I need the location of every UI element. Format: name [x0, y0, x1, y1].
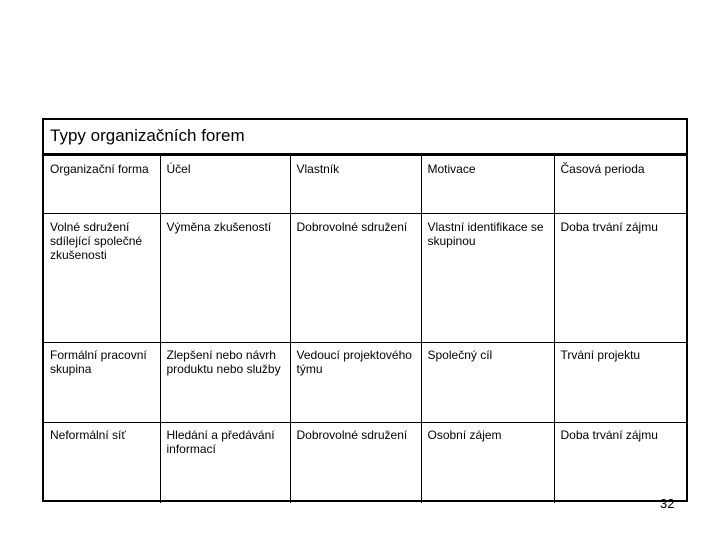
- organization-forms-table: [44, 154, 686, 503]
- page-number: 32: [660, 496, 675, 511]
- table-cell: Doba trvání zájmu: [554, 213, 686, 342]
- table-cell: Doba trvání zájmu: [554, 422, 686, 503]
- table-header-row: [44, 155, 686, 213]
- slide-title: Typy organizačních forem: [50, 126, 245, 145]
- header-cell: Účel: [160, 155, 290, 213]
- table-cell: Zlepšení nebo návrh produktu nebo služby: [160, 342, 290, 422]
- header-cell: Vlastník: [290, 155, 421, 213]
- table-cell: Formální pracovní skupina: [44, 342, 160, 422]
- table-row: [44, 213, 686, 342]
- table-cell: Společný cíl: [421, 342, 554, 422]
- table-cell: Osobní zájem: [421, 422, 554, 503]
- header-cell: Organizační forma: [44, 155, 160, 213]
- header-cell: Motivace: [421, 155, 554, 213]
- table-cell: Dobrovolné sdružení: [290, 422, 421, 503]
- table-row: [44, 342, 686, 422]
- table-cell: Vlastní identifikace se skupinou: [421, 213, 554, 342]
- table-cell: Vedoucí projektového týmu: [290, 342, 421, 422]
- header-cell: Časová perioda: [554, 155, 686, 213]
- table-cell: Neformální síť: [44, 422, 160, 503]
- table-cell: Dobrovolné sdružení: [290, 213, 421, 342]
- table-frame: [42, 118, 688, 502]
- table-title-bar: [44, 120, 686, 154]
- table-cell: Volné sdružení sdílející společné zkušenosti: [44, 213, 160, 342]
- table-cell: Hledání a předávání informací: [160, 422, 290, 503]
- table-cell: Výměna zkušeností: [160, 213, 290, 342]
- table-cell: Trvání projektu: [554, 342, 686, 422]
- table-row: [44, 422, 686, 503]
